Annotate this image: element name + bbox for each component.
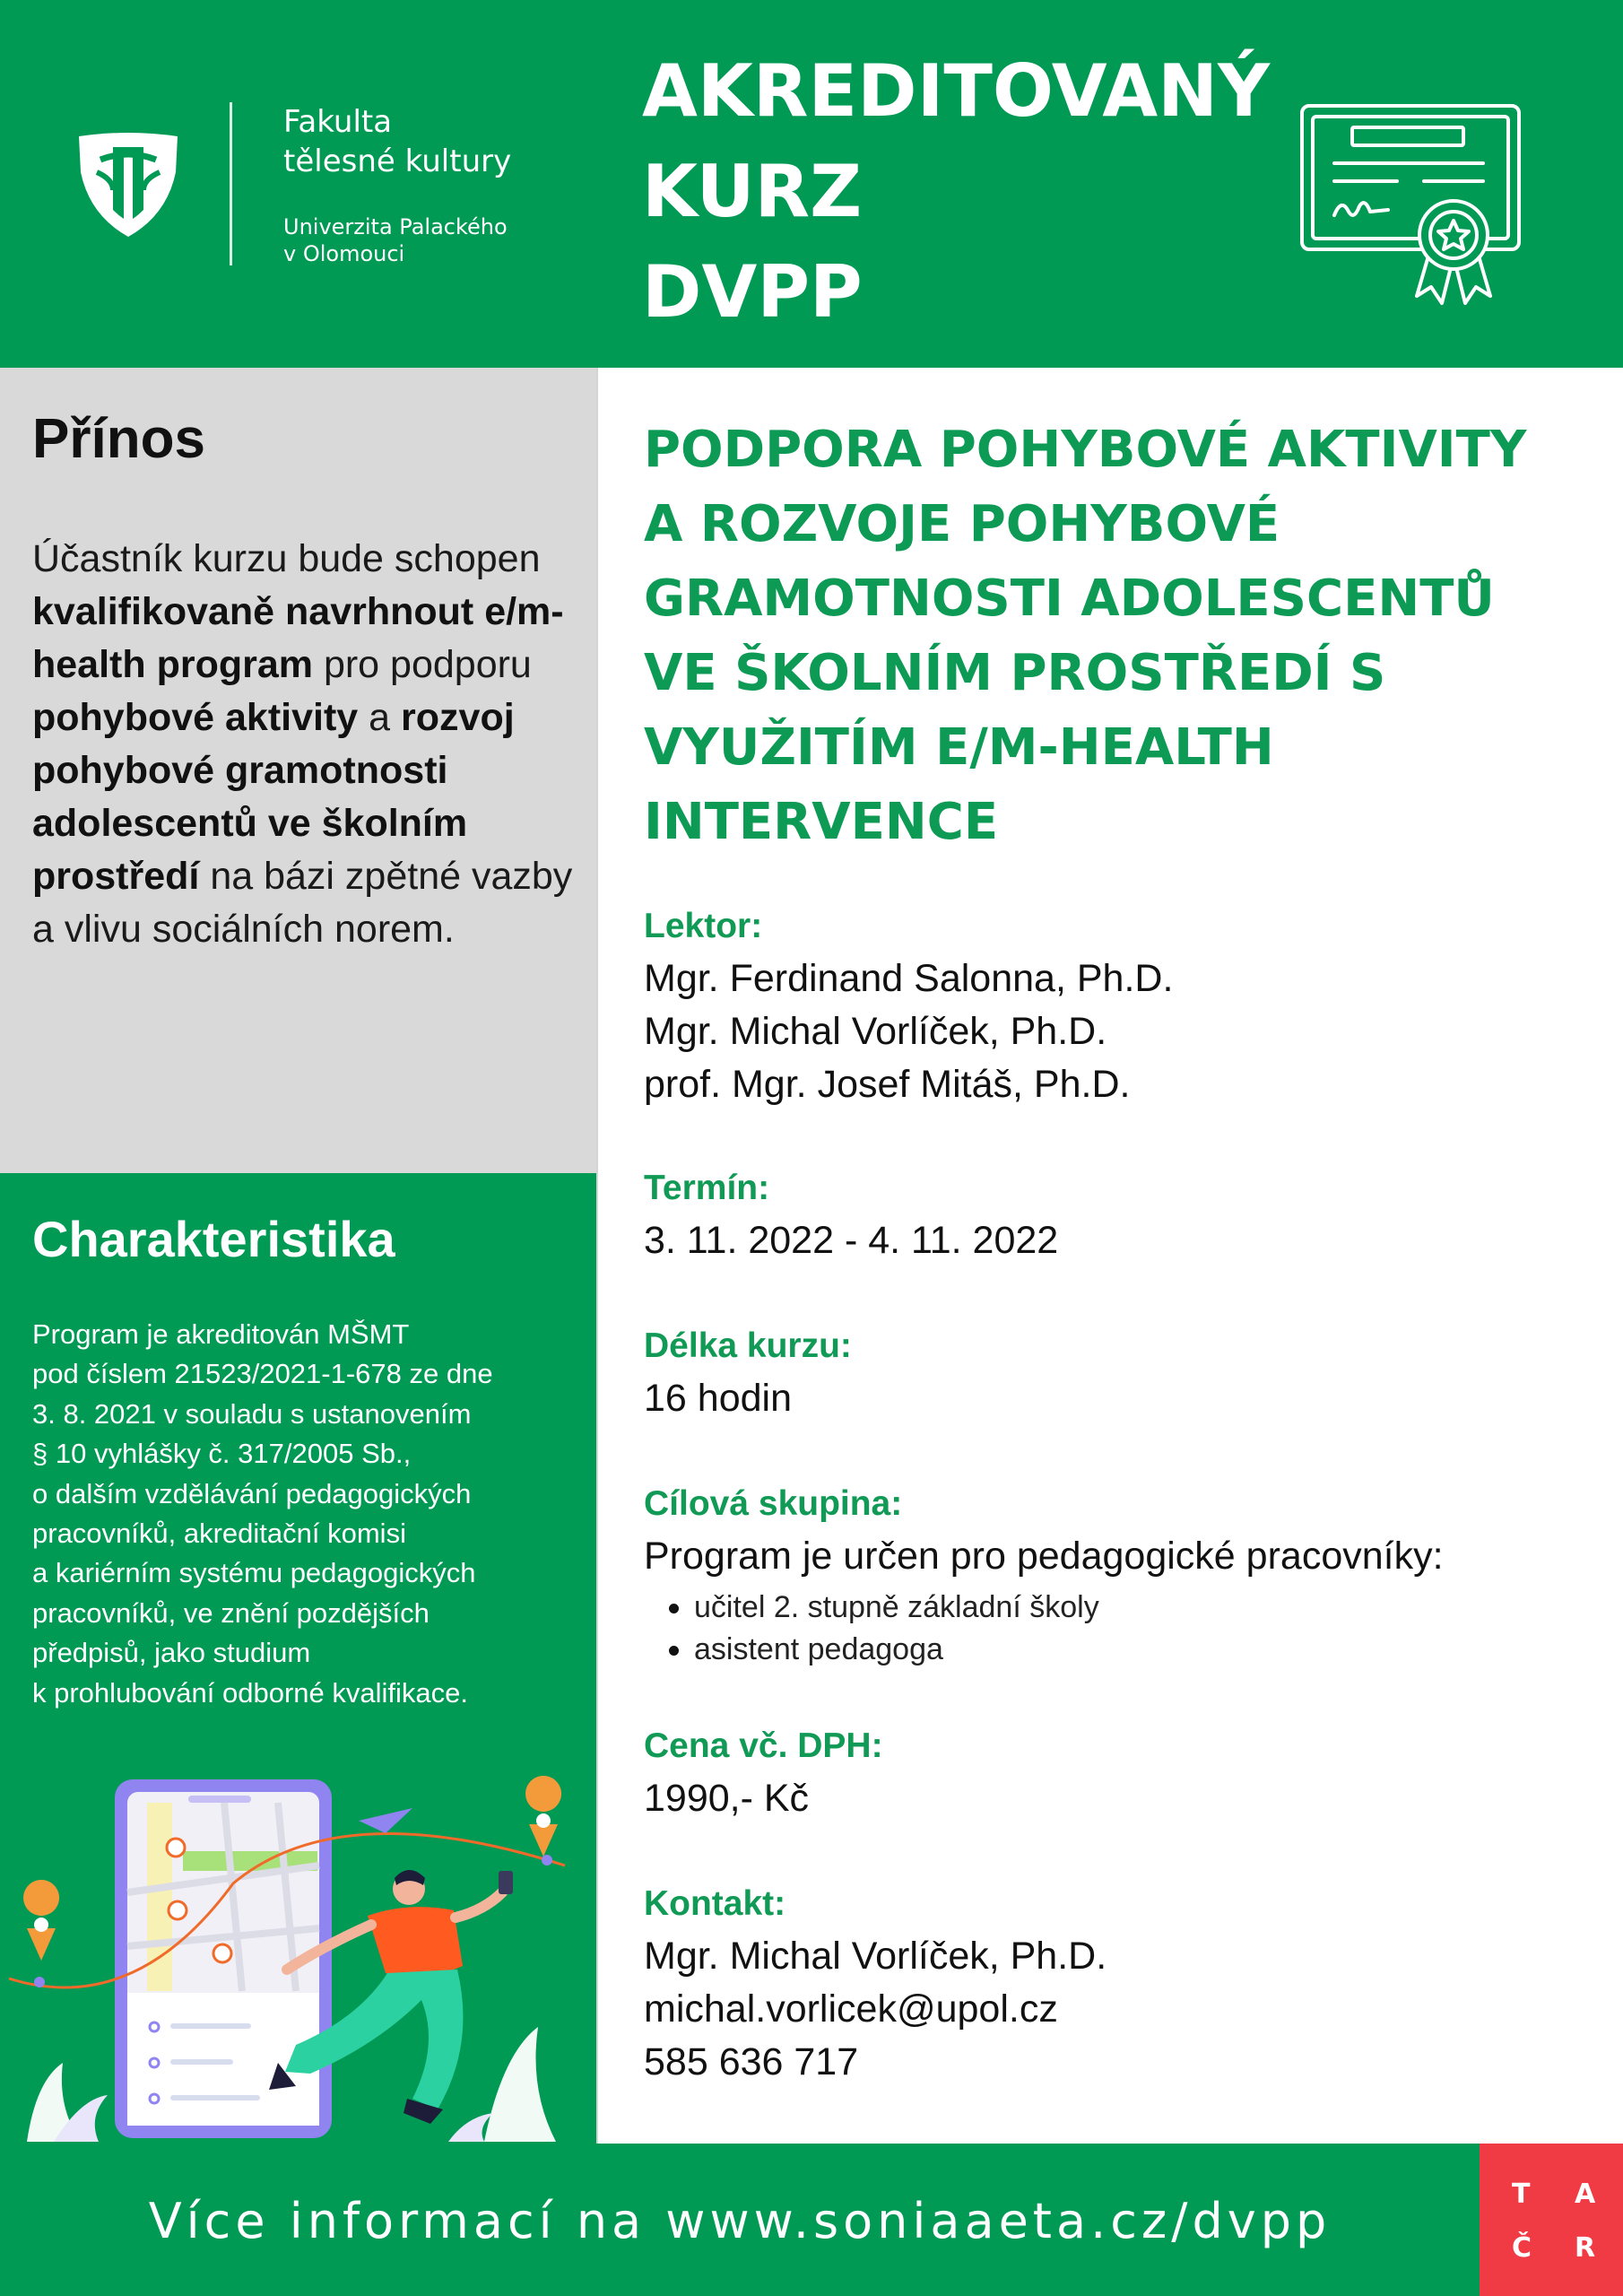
target-group-label: Cílová skupina: bbox=[644, 1484, 903, 1523]
lecturer-label: Lektor: bbox=[644, 907, 763, 945]
lecturer-section bbox=[644, 900, 1594, 1111]
course-title bbox=[644, 413, 1594, 859]
course-title-line: PODPORA POHYBOVÉ AKTIVITY bbox=[644, 421, 1527, 479]
date-value: 3. 11. 2022 - 4. 11. 2022 bbox=[644, 1219, 1059, 1262]
benefit-text-3: a bbox=[358, 696, 402, 739]
faculty-name bbox=[283, 102, 511, 181]
lecturer-name: Mgr. Michal Vorlíček, Ph.D. bbox=[644, 1010, 1107, 1053]
course-title-line: VE ŠKOLNÍM PROSTŘEDÍ S bbox=[644, 644, 1386, 702]
target-group-item: učitel 2. stupně základní školy bbox=[669, 1587, 1594, 1629]
characteristics-line: pracovníků, akreditační komisi bbox=[32, 1518, 406, 1550]
benefit-text-2: pro podporu bbox=[313, 643, 532, 686]
benefit-text-4: na bázi zpětné vazby a vlivu sociálních norem. bbox=[32, 855, 573, 951]
target-group-section bbox=[644, 1478, 1594, 1671]
benefit-text-1: Účastník kurzu bude schopen bbox=[32, 537, 541, 580]
target-group-list bbox=[669, 1587, 1594, 1671]
benefit-heading: Přínos bbox=[32, 408, 205, 470]
course-title-line: GRAMOTNOSTI ADOLESCENTŮ bbox=[644, 570, 1495, 628]
characteristics-line: § 10 vyhlášky č. 317/2005 Sb., bbox=[32, 1438, 412, 1470]
benefit-bold-1: kvalifikovaně navrhnout e/m-health program bbox=[32, 590, 564, 686]
contact-name: Mgr. Michal Vorlíček, Ph.D. bbox=[644, 1935, 1107, 1978]
faculty-line-2: tělesné kultury bbox=[283, 144, 512, 179]
price-label: Cena vč. DPH: bbox=[644, 1726, 883, 1765]
duration-section bbox=[644, 1320, 1594, 1425]
tacr-letter: T bbox=[1512, 2179, 1531, 2210]
duration-value: 16 hodin bbox=[644, 1377, 792, 1420]
university-name bbox=[283, 213, 508, 267]
target-group-value: Program je určen pro pedagogické pracovníky: bbox=[644, 1535, 1444, 1578]
course-title-line: VYUŽITÍM E/M-HEALTH bbox=[644, 718, 1274, 777]
tacr-letter: A bbox=[1575, 2179, 1596, 2210]
contact-section bbox=[644, 1878, 1594, 2089]
hero-title bbox=[642, 41, 1270, 343]
lecturer-name: Mgr. Ferdinand Salonna, Ph.D. bbox=[644, 957, 1174, 1000]
course-title-line: A ROZVOJE POHYBOVÉ bbox=[644, 495, 1280, 553]
characteristics-line: Program je akreditován MŠMT bbox=[32, 1318, 410, 1350]
logo-divider bbox=[230, 102, 232, 265]
contact-email[interactable]: michal.vorlicek@upol.cz bbox=[644, 1987, 1058, 2031]
lecturer-name: prof. Mgr. Josef Mitáš, Ph.D. bbox=[644, 1063, 1131, 1106]
price-section bbox=[644, 1720, 1594, 1825]
characteristics-line: o dalším vzdělávání pedagogických bbox=[32, 1477, 472, 1509]
hero-title-line-3: DVPP bbox=[642, 250, 863, 334]
column-divider bbox=[596, 368, 598, 2144]
footer-website-text[interactable]: Více informací na www.soniaaeta.cz/dvpp bbox=[148, 2193, 1332, 2249]
price-value: 1990,- Kč bbox=[644, 1777, 810, 1820]
hero-title-line-1: AKREDITOVANÝ bbox=[642, 49, 1271, 133]
university-shield-icon bbox=[77, 133, 179, 237]
benefit-bold-3: rozvoj pohybové gramotnosti adolescentů ve školním prostředí bbox=[32, 696, 515, 898]
phone-map-runner-illustration bbox=[0, 1758, 596, 2144]
duration-label: Délka kurzu: bbox=[644, 1326, 852, 1365]
date-section bbox=[644, 1162, 1594, 1267]
characteristics-heading: Charakteristika bbox=[32, 1211, 395, 1267]
benefit-bold-2: pohybové aktivity bbox=[32, 696, 359, 739]
date-label: Termín: bbox=[644, 1169, 770, 1207]
characteristics-line: pracovníků, ve znění pozdějších bbox=[32, 1596, 430, 1629]
characteristics-text bbox=[32, 1315, 579, 1713]
course-title-line: INTERVENCE bbox=[644, 793, 999, 851]
faculty-line-1: Fakulta bbox=[283, 104, 393, 140]
target-group-item: asistent pedagoga bbox=[669, 1629, 1594, 1671]
benefit-text bbox=[32, 533, 588, 956]
tacr-letter: R bbox=[1575, 2232, 1596, 2264]
contact-label: Kontakt: bbox=[644, 1884, 786, 1923]
contact-phone: 585 636 717 bbox=[644, 2040, 859, 2083]
characteristics-line: k prohlubování odborné kvalifikace. bbox=[32, 1676, 468, 1709]
characteristics-line: předpisů, jako studium bbox=[32, 1637, 311, 1669]
tacr-letter: Č bbox=[1512, 2232, 1532, 2264]
characteristics-line: 3. 8. 2021 v souladu s ustanovením bbox=[32, 1397, 472, 1430]
hero-title-line-2: KURZ bbox=[642, 150, 863, 233]
certificate-icon bbox=[1298, 100, 1523, 307]
tacr-logo bbox=[1480, 2144, 1623, 2296]
characteristics-line: pod číslem 21523/2021-1-678 ze dne bbox=[32, 1358, 493, 1390]
university-line-1: Univerzita Palackého bbox=[283, 214, 508, 239]
university-line-2: v Olomouci bbox=[283, 241, 405, 266]
characteristics-line: a kariérním systému pedagogických bbox=[32, 1557, 476, 1589]
